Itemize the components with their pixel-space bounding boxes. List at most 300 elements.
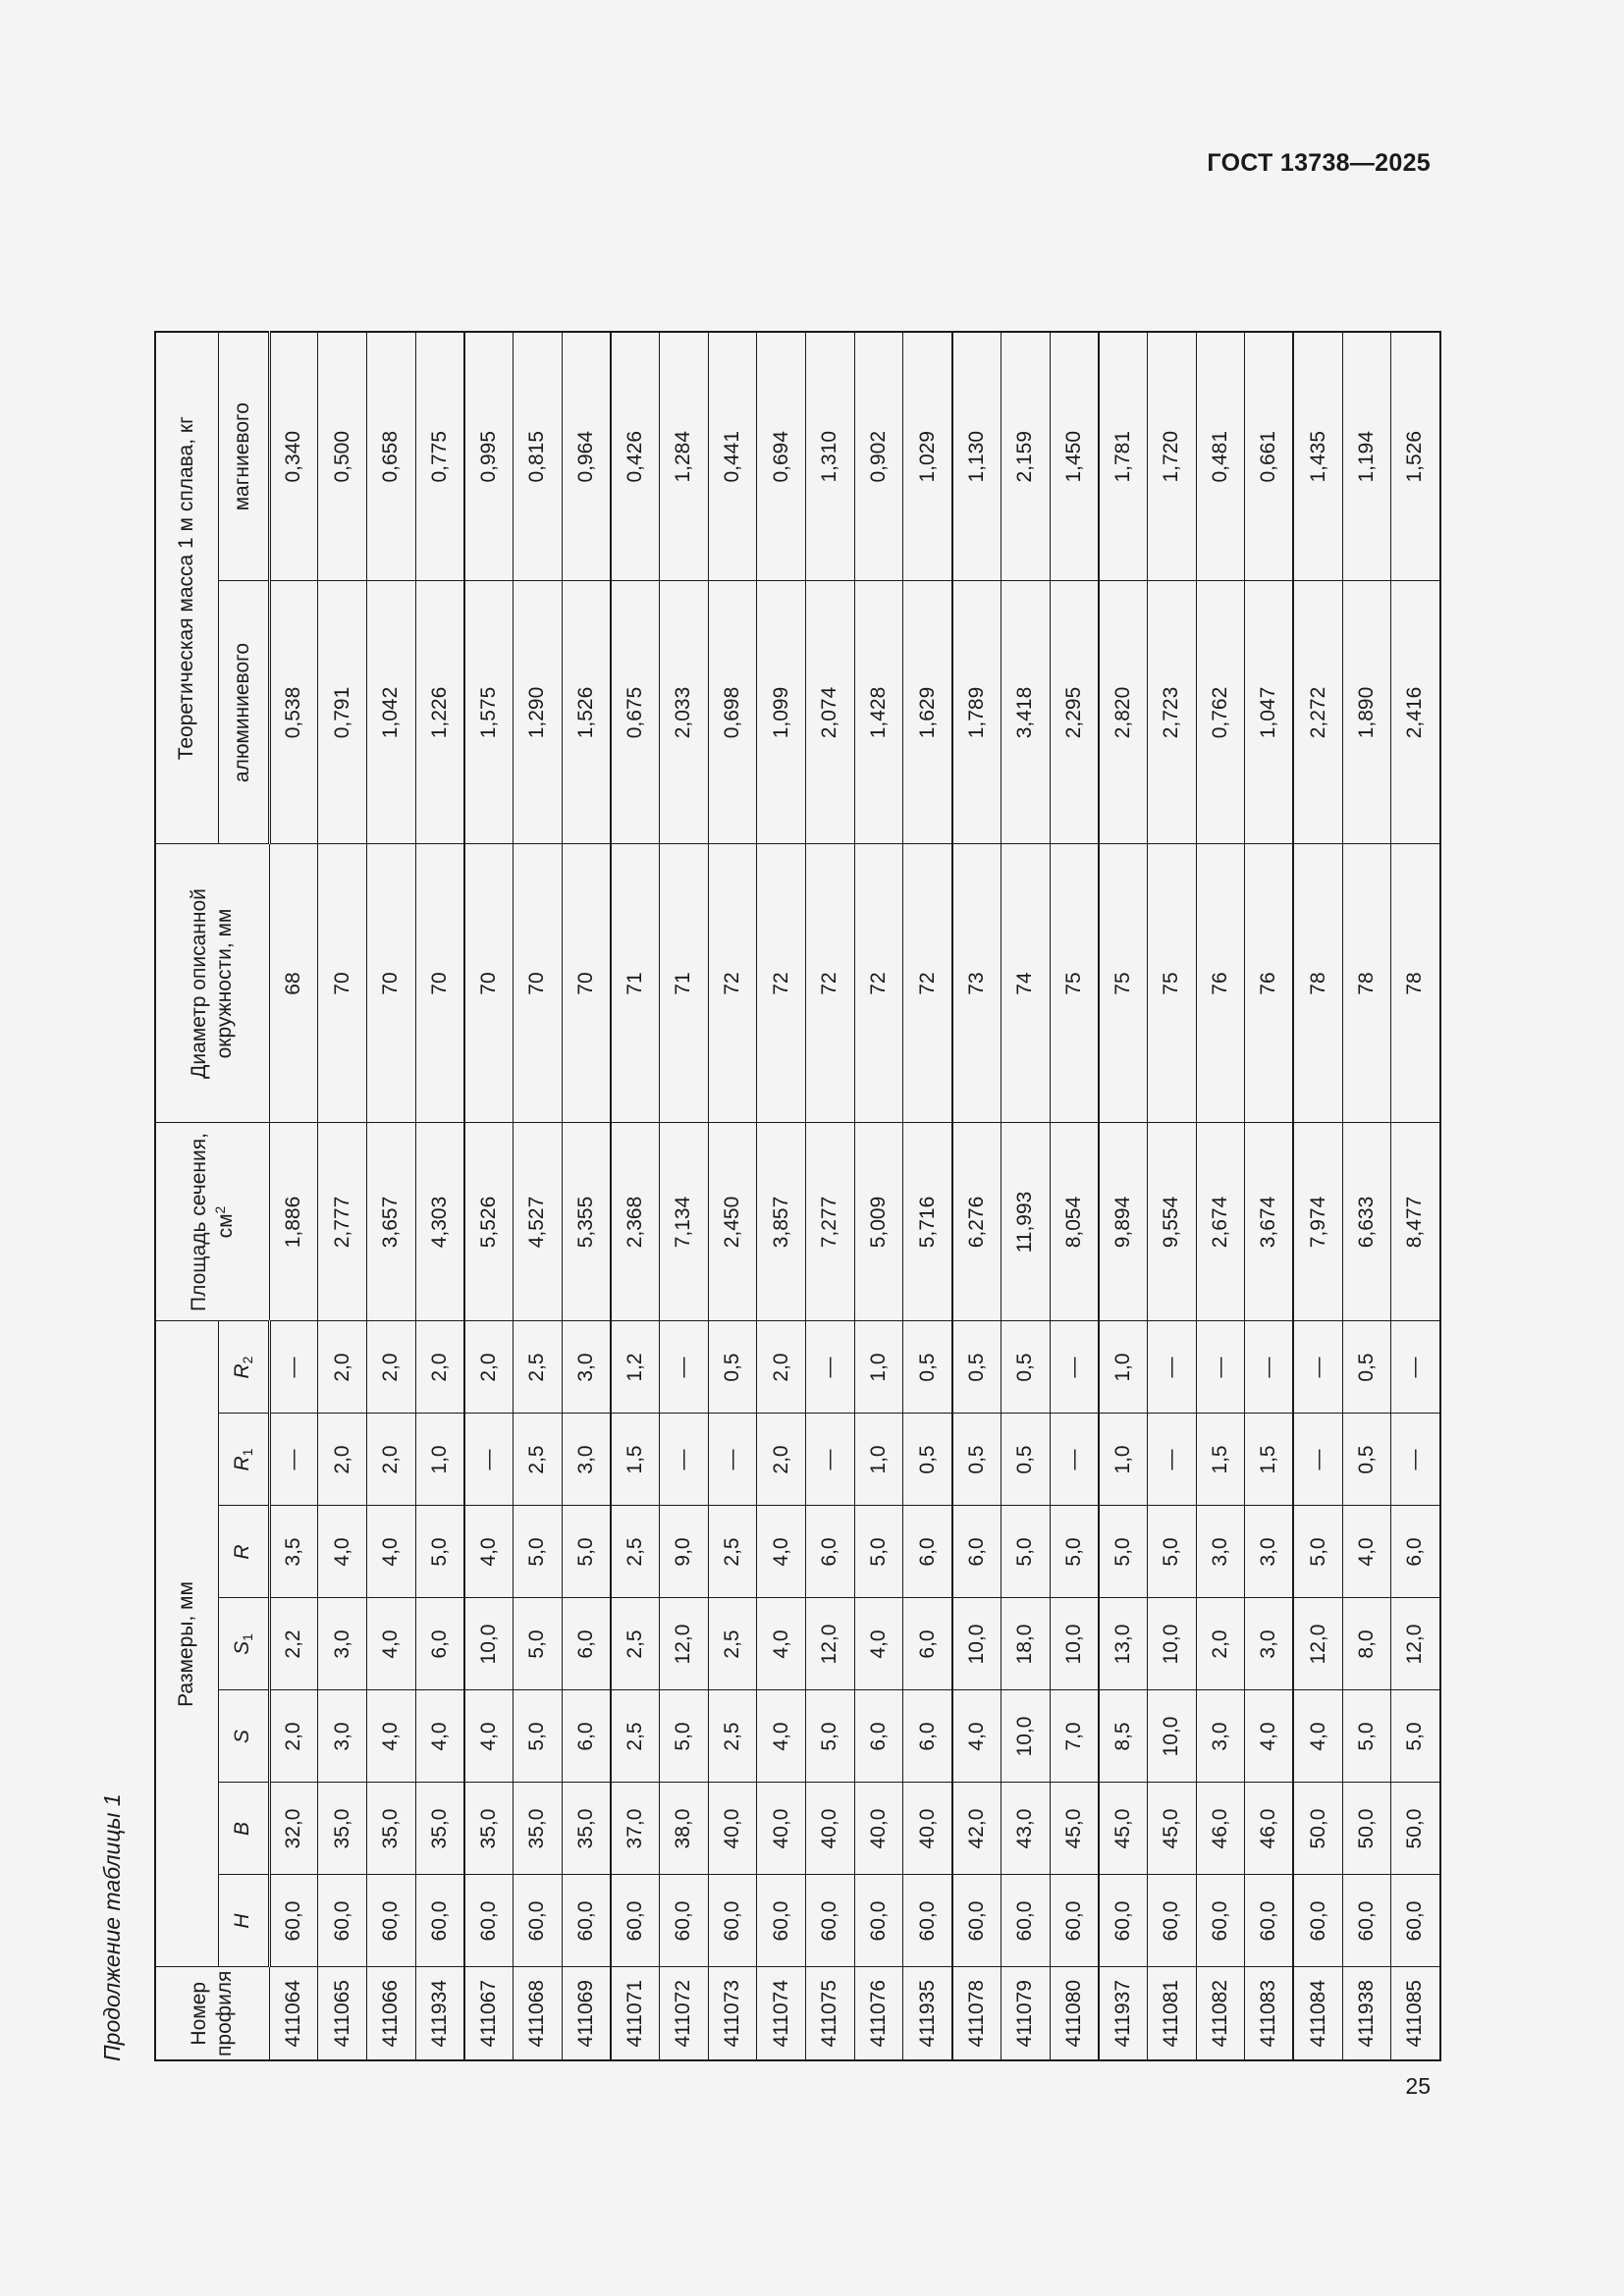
- table-cell: 1,720: [1147, 332, 1196, 581]
- table-cell: 4,0: [366, 1506, 415, 1598]
- table-cell: 50,0: [1293, 1783, 1342, 1875]
- table-cell: —: [1147, 1321, 1196, 1414]
- table-row: [806, 332, 855, 2060]
- table-cell: 411080: [1050, 1967, 1099, 2060]
- table-cell: 6,0: [1391, 1506, 1440, 1598]
- table-cell: 50,0: [1391, 1783, 1440, 1875]
- table-cell: 18,0: [1001, 1598, 1050, 1690]
- table-cell: 40,0: [806, 1783, 855, 1875]
- table-cell: 1,0: [1099, 1414, 1148, 1506]
- header-dimensions: Размеры, мм: [155, 1321, 218, 1967]
- table-cell: 6,0: [806, 1506, 855, 1598]
- table-cell: 60,0: [1391, 1875, 1440, 1967]
- table-cell: 70: [513, 844, 562, 1123]
- table-cell: 4,0: [366, 1598, 415, 1690]
- table-cell: 0,5: [952, 1414, 1001, 1506]
- table-cell: 11,993: [1001, 1123, 1050, 1321]
- header-magnesium: магниевого: [218, 332, 269, 581]
- table-cell: 50,0: [1342, 1783, 1391, 1875]
- table-cell: 4,527: [513, 1123, 562, 1321]
- table-cell: 6,0: [562, 1598, 611, 1690]
- table-cell: 35,0: [562, 1783, 611, 1875]
- table-cell: 60,0: [660, 1875, 709, 1967]
- table-cell: 5,0: [1391, 1690, 1440, 1783]
- table-cell: 45,0: [1099, 1783, 1148, 1875]
- table-cell: —: [806, 1321, 855, 1414]
- table-cell: 60,0: [318, 1875, 367, 1967]
- table-cell: 8,054: [1050, 1123, 1099, 1321]
- table-cell: 1,0: [854, 1414, 903, 1506]
- table-cell: 60,0: [854, 1875, 903, 1967]
- table-cell: 2,5: [708, 1598, 757, 1690]
- table-cell: 0,5: [903, 1321, 952, 1414]
- table-cell: 1,029: [903, 332, 952, 581]
- table-row: [464, 332, 514, 2060]
- table-cell: 9,894: [1099, 1123, 1148, 1321]
- table-cell: 60,0: [903, 1875, 952, 1967]
- table-cell: 5,355: [562, 1123, 611, 1321]
- header-aluminum: алюминиевого: [218, 581, 269, 844]
- table-cell: 1,047: [1245, 581, 1294, 844]
- table-cell: 74: [1001, 844, 1050, 1123]
- table-cell: 411071: [611, 1967, 660, 2060]
- table-cell: 1,226: [415, 581, 464, 844]
- table-cell: —: [1391, 1321, 1440, 1414]
- table-cell: 4,0: [464, 1506, 514, 1598]
- table-cell: 411065: [318, 1967, 367, 2060]
- table-cell: 5,0: [660, 1690, 709, 1783]
- table-cell: 1,5: [611, 1414, 660, 1506]
- header-S: S: [218, 1690, 269, 1783]
- table-cell: 60,0: [952, 1875, 1001, 1967]
- table-row: [366, 332, 415, 2060]
- table-cell: 4,0: [318, 1506, 367, 1598]
- table-cell: 1,042: [366, 581, 415, 844]
- table-cell: 72: [757, 844, 806, 1123]
- table-cell: 12,0: [1293, 1598, 1342, 1690]
- table-cell: 2,0: [318, 1414, 367, 1506]
- header-B: B: [218, 1783, 269, 1875]
- table-cell: 3,0: [562, 1321, 611, 1414]
- table-cell: 2,777: [318, 1123, 367, 1321]
- table-cell: 12,0: [806, 1598, 855, 1690]
- table-cell: 0,5: [1001, 1321, 1050, 1414]
- table-cell: —: [660, 1414, 709, 1506]
- table-cell: 411073: [708, 1967, 757, 2060]
- table-cell: 6,0: [903, 1690, 952, 1783]
- table-cell: 5,0: [1099, 1506, 1148, 1598]
- table-cell: 2,272: [1293, 581, 1342, 844]
- table-cell: 411067: [464, 1967, 514, 2060]
- table-cell: 6,0: [952, 1506, 1001, 1598]
- table-cell: 1,450: [1050, 332, 1099, 581]
- header-section-area: Площадь сечения, $см^2$: [155, 1123, 269, 1321]
- header-R: R: [218, 1506, 269, 1598]
- table-cell: —: [1196, 1321, 1245, 1414]
- table-cell: 1,5: [1245, 1414, 1294, 1506]
- table-cell: 2,0: [366, 1414, 415, 1506]
- table-cell: 5,0: [1050, 1506, 1099, 1598]
- table-cell: 0,675: [611, 581, 660, 844]
- table-cell: 7,277: [806, 1123, 855, 1321]
- table-cell: 9,0: [660, 1506, 709, 1598]
- header-R2: $R_2$: [218, 1321, 269, 1414]
- table-cell: 78: [1342, 844, 1391, 1123]
- table-cell: 0,5: [952, 1321, 1001, 1414]
- table-cell: 0,441: [708, 332, 757, 581]
- table-cell: 4,0: [415, 1690, 464, 1783]
- table-cell: 38,0: [660, 1783, 709, 1875]
- table-cell: 0,5: [1001, 1414, 1050, 1506]
- table-cell: 60,0: [611, 1875, 660, 1967]
- table-cell: 75: [1050, 844, 1099, 1123]
- table-cell: 60,0: [708, 1875, 757, 1967]
- table-cell: 2,0: [269, 1690, 318, 1783]
- header-theoretical-mass: Теоретическая масса 1 м сплава, кг: [155, 332, 218, 844]
- table-cell: 6,0: [562, 1690, 611, 1783]
- table-cell: 2,5: [513, 1321, 562, 1414]
- table-cell: 1,0: [854, 1321, 903, 1414]
- table-cell: 2,0: [366, 1321, 415, 1414]
- table-cell: 10,0: [1147, 1598, 1196, 1690]
- table-row: [1099, 332, 1148, 2060]
- table-cell: 2,5: [513, 1414, 562, 1506]
- table-row: [708, 332, 757, 2060]
- table-cell: 411084: [1293, 1967, 1342, 2060]
- table-cell: 1,435: [1293, 332, 1342, 581]
- table-cell: 4,303: [415, 1123, 464, 1321]
- table-cell: 2,159: [1001, 332, 1050, 581]
- table-row: [903, 332, 952, 2060]
- table-cell: 45,0: [1050, 1783, 1099, 1875]
- table-cell: 2,723: [1147, 581, 1196, 844]
- table-cell: 4,0: [1342, 1506, 1391, 1598]
- table-cell: —: [269, 1321, 318, 1414]
- table-cell: 7,134: [660, 1123, 709, 1321]
- table-cell: 4,0: [1293, 1690, 1342, 1783]
- table-cell: 40,0: [854, 1783, 903, 1875]
- table-cell: 0,5: [1342, 1321, 1391, 1414]
- table-cell: 3,674: [1245, 1123, 1294, 1321]
- table-cell: 1,526: [1391, 332, 1440, 581]
- table-cell: 72: [854, 844, 903, 1123]
- table-cell: 4,0: [366, 1690, 415, 1783]
- table-cell: 60,0: [464, 1875, 514, 1967]
- table-cell: 411937: [1099, 1967, 1148, 2060]
- table-cell: 0,964: [562, 332, 611, 581]
- table-cell: 4,0: [952, 1690, 1001, 1783]
- table-cell: 0,791: [318, 581, 367, 844]
- table-cell: 40,0: [903, 1783, 952, 1875]
- table-cell: 1,789: [952, 581, 1001, 844]
- table-cell: 35,0: [464, 1783, 514, 1875]
- table-cell: 411085: [1391, 1967, 1440, 2060]
- table-cell: 0,426: [611, 332, 660, 581]
- table-cell: —: [1391, 1414, 1440, 1506]
- table-row: [1391, 332, 1440, 2060]
- table-cell: 5,0: [1147, 1506, 1196, 1598]
- table-cell: 3,0: [318, 1598, 367, 1690]
- table-cell: 0,5: [1342, 1414, 1391, 1506]
- table-cell: 2,0: [1196, 1598, 1245, 1690]
- table-cell: 1,0: [415, 1414, 464, 1506]
- table-cell: 1,2: [611, 1321, 660, 1414]
- table-cell: 1,099: [757, 581, 806, 844]
- table-cell: 3,418: [1001, 581, 1050, 844]
- table-cell: 411938: [1342, 1967, 1391, 2060]
- table-cell: 5,0: [854, 1506, 903, 1598]
- table-cell: 13,0: [1099, 1598, 1148, 1690]
- table-cell: 411083: [1245, 1967, 1294, 2060]
- table-cell: —: [660, 1321, 709, 1414]
- header-profile-number: Номер профиля: [155, 1967, 269, 2060]
- table-cell: 6,276: [952, 1123, 1001, 1321]
- table-cell: 2,5: [611, 1690, 660, 1783]
- table-cell: 0,5: [903, 1414, 952, 1506]
- table-cell: 1,194: [1342, 332, 1391, 581]
- table-cell: 2,674: [1196, 1123, 1245, 1321]
- table-cell: 76: [1245, 844, 1294, 1123]
- table-cell: 7,0: [1050, 1690, 1099, 1783]
- table-cell: 35,0: [415, 1783, 464, 1875]
- table-cell: 4,0: [757, 1598, 806, 1690]
- table-cell: 411935: [903, 1967, 952, 2060]
- table-cell: 60,0: [1099, 1875, 1148, 1967]
- table-cell: 411066: [366, 1967, 415, 2060]
- table-cell: 60,0: [269, 1875, 318, 1967]
- table-cell: 2,0: [464, 1321, 514, 1414]
- table-cell: 411934: [415, 1967, 464, 2060]
- table-cell: 10,0: [1050, 1598, 1099, 1690]
- table-cell: —: [1293, 1321, 1342, 1414]
- table-cell: 2,5: [708, 1690, 757, 1783]
- table-cell: 411078: [952, 1967, 1001, 2060]
- table-cell: 40,0: [757, 1783, 806, 1875]
- table-cell: 5,0: [1293, 1506, 1342, 1598]
- table-cell: 35,0: [318, 1783, 367, 1875]
- table-cell: 6,633: [1342, 1123, 1391, 1321]
- table-cell: 60,0: [562, 1875, 611, 1967]
- table-row: [269, 332, 318, 2060]
- table-cell: 0,658: [366, 332, 415, 581]
- table-cell: 4,0: [854, 1598, 903, 1690]
- table-cell: 1,575: [464, 581, 514, 844]
- table-cell: 4,0: [464, 1690, 514, 1783]
- table-cell: 1,526: [562, 581, 611, 844]
- table-cell: 2,0: [757, 1414, 806, 1506]
- header-R1: $R_1$: [218, 1414, 269, 1506]
- table-cell: 60,0: [1245, 1875, 1294, 1967]
- table-cell: 42,0: [952, 1783, 1001, 1875]
- table-row: [1342, 332, 1391, 2060]
- table-cell: 1,290: [513, 581, 562, 844]
- table-cell: 0,902: [854, 332, 903, 581]
- table-cell: 60,0: [1147, 1875, 1196, 1967]
- table-cell: 2,0: [757, 1321, 806, 1414]
- table-cell: 10,0: [464, 1598, 514, 1690]
- table-cell: 3,0: [318, 1690, 367, 1783]
- table-cell: 411068: [513, 1967, 562, 2060]
- table-cell: 5,0: [806, 1690, 855, 1783]
- table-cell: 60,0: [1196, 1875, 1245, 1967]
- table-cell: 70: [464, 844, 514, 1123]
- table-cell: —: [1147, 1414, 1196, 1506]
- table-cell: 2,5: [611, 1598, 660, 1690]
- table-cell: 60,0: [1293, 1875, 1342, 1967]
- table-cell: 10,0: [1147, 1690, 1196, 1783]
- table-cell: 411076: [854, 1967, 903, 2060]
- table-cell: 0,694: [757, 332, 806, 581]
- table-cell: 3,0: [1196, 1690, 1245, 1783]
- table-cell: 2,5: [708, 1506, 757, 1598]
- table-row: [1245, 332, 1294, 2060]
- table-cell: 2,295: [1050, 581, 1099, 844]
- table-cell: 70: [562, 844, 611, 1123]
- table-row: [1293, 332, 1342, 2060]
- profiles-table: [154, 331, 1441, 2061]
- table-cell: 10,0: [1001, 1690, 1050, 1783]
- table-cell: 5,0: [415, 1506, 464, 1598]
- table-cell: 10,0: [952, 1598, 1001, 1690]
- table-cell: 72: [708, 844, 757, 1123]
- table-cell: 60,0: [1001, 1875, 1050, 1967]
- table-cell: 0,340: [269, 332, 318, 581]
- table-cell: 3,657: [366, 1123, 415, 1321]
- table-cell: 1,886: [269, 1123, 318, 1321]
- table-cell: 37,0: [611, 1783, 660, 1875]
- table-cell: 0,661: [1245, 332, 1294, 581]
- table-cell: 40,0: [708, 1783, 757, 1875]
- table-cell: 6,0: [903, 1506, 952, 1598]
- table-cell: 2,0: [415, 1321, 464, 1414]
- table-cell: —: [1050, 1321, 1099, 1414]
- table-cell: 5,0: [513, 1690, 562, 1783]
- table-cell: 1,629: [903, 581, 952, 844]
- table-cell: 411069: [562, 1967, 611, 2060]
- table-caption: Продолжение таблицы 1: [99, 1793, 125, 2061]
- table-cell: 70: [318, 844, 367, 1123]
- table-body: [269, 332, 1440, 2060]
- table-row: [562, 332, 611, 2060]
- table-cell: 0,775: [415, 332, 464, 581]
- table-cell: 73: [952, 844, 1001, 1123]
- table-cell: 411081: [1147, 1967, 1196, 2060]
- table-cell: 70: [366, 844, 415, 1123]
- table-row: [854, 332, 903, 2060]
- table-cell: 0,815: [513, 332, 562, 581]
- table-cell: 0,500: [318, 332, 367, 581]
- table-cell: 60,0: [366, 1875, 415, 1967]
- table-row: [1196, 332, 1245, 2060]
- header-S1: $S_1$: [218, 1598, 269, 1690]
- table-cell: 60,0: [757, 1875, 806, 1967]
- table-cell: 78: [1391, 844, 1440, 1123]
- table-cell: 35,0: [366, 1783, 415, 1875]
- table-cell: 2,416: [1391, 581, 1440, 844]
- table-cell: 3,857: [757, 1123, 806, 1321]
- table-cell: 1,428: [854, 581, 903, 844]
- table-cell: 3,0: [1196, 1506, 1245, 1598]
- table-cell: 46,0: [1245, 1783, 1294, 1875]
- table-cell: 8,477: [1391, 1123, 1440, 1321]
- table-cell: 6,0: [415, 1598, 464, 1690]
- table-cell: 5,0: [513, 1598, 562, 1690]
- table-cell: 60,0: [1050, 1875, 1099, 1967]
- table-cell: 1,130: [952, 332, 1001, 581]
- table-cell: 1,0: [1099, 1321, 1148, 1414]
- table-cell: 411064: [269, 1967, 318, 2060]
- table-cell: —: [708, 1414, 757, 1506]
- table-cell: —: [464, 1414, 514, 1506]
- table-cell: 72: [806, 844, 855, 1123]
- table-row: [513, 332, 562, 2060]
- table-cell: 12,0: [1391, 1598, 1440, 1690]
- table-cell: 2,450: [708, 1123, 757, 1321]
- table-cell: 4,0: [757, 1506, 806, 1598]
- document-header: ГОСТ 13738—2025: [1207, 149, 1431, 177]
- table-cell: 2,0: [318, 1321, 367, 1414]
- table-cell: 411079: [1001, 1967, 1050, 2060]
- table-row: [757, 332, 806, 2060]
- table-cell: 1,781: [1099, 332, 1148, 581]
- table-cell: 4,0: [757, 1690, 806, 1783]
- table-cell: 5,526: [464, 1123, 514, 1321]
- table-cell: 1,5: [1196, 1414, 1245, 1506]
- table-cell: 68: [269, 844, 318, 1123]
- table-cell: 0,481: [1196, 332, 1245, 581]
- table-cell: 5,0: [1001, 1506, 1050, 1598]
- table-cell: 8,0: [1342, 1598, 1391, 1690]
- table-cell: 0,538: [269, 581, 318, 844]
- table-cell: 0,698: [708, 581, 757, 844]
- table-row: [952, 332, 1001, 2060]
- table-cell: 78: [1293, 844, 1342, 1123]
- table-cell: 1,890: [1342, 581, 1391, 844]
- table-cell: —: [806, 1414, 855, 1506]
- table-cell: 75: [1099, 844, 1148, 1123]
- table-row: [415, 332, 464, 2060]
- table-row: [318, 332, 367, 2060]
- table-cell: 4,0: [1245, 1690, 1294, 1783]
- rotated-table-region: [99, 98, 1572, 2061]
- table-cell: 2,5: [611, 1506, 660, 1598]
- table-row: [611, 332, 660, 2060]
- table-cell: 411072: [660, 1967, 709, 2060]
- table-cell: 60,0: [806, 1875, 855, 1967]
- table-row: [660, 332, 709, 2060]
- table-row: [1147, 332, 1196, 2060]
- table-cell: 12,0: [660, 1598, 709, 1690]
- table-cell: 2,368: [611, 1123, 660, 1321]
- table-cell: 7,974: [1293, 1123, 1342, 1321]
- table-cell: 43,0: [1001, 1783, 1050, 1875]
- table-cell: 5,009: [854, 1123, 903, 1321]
- table-cell: —: [1293, 1414, 1342, 1506]
- table-cell: 3,0: [1245, 1598, 1294, 1690]
- table-cell: 60,0: [415, 1875, 464, 1967]
- page-number: 25: [1405, 2073, 1431, 2099]
- table-cell: 2,2: [269, 1598, 318, 1690]
- table-cell: 5,0: [513, 1506, 562, 1598]
- table-cell: —: [1245, 1321, 1294, 1414]
- table-cell: —: [269, 1414, 318, 1506]
- table-cell: 60,0: [513, 1875, 562, 1967]
- table-cell: 1,284: [660, 332, 709, 581]
- table-row: [1050, 332, 1099, 2060]
- table-cell: 5,716: [903, 1123, 952, 1321]
- table-cell: 0,995: [464, 332, 514, 581]
- table-cell: 411082: [1196, 1967, 1245, 2060]
